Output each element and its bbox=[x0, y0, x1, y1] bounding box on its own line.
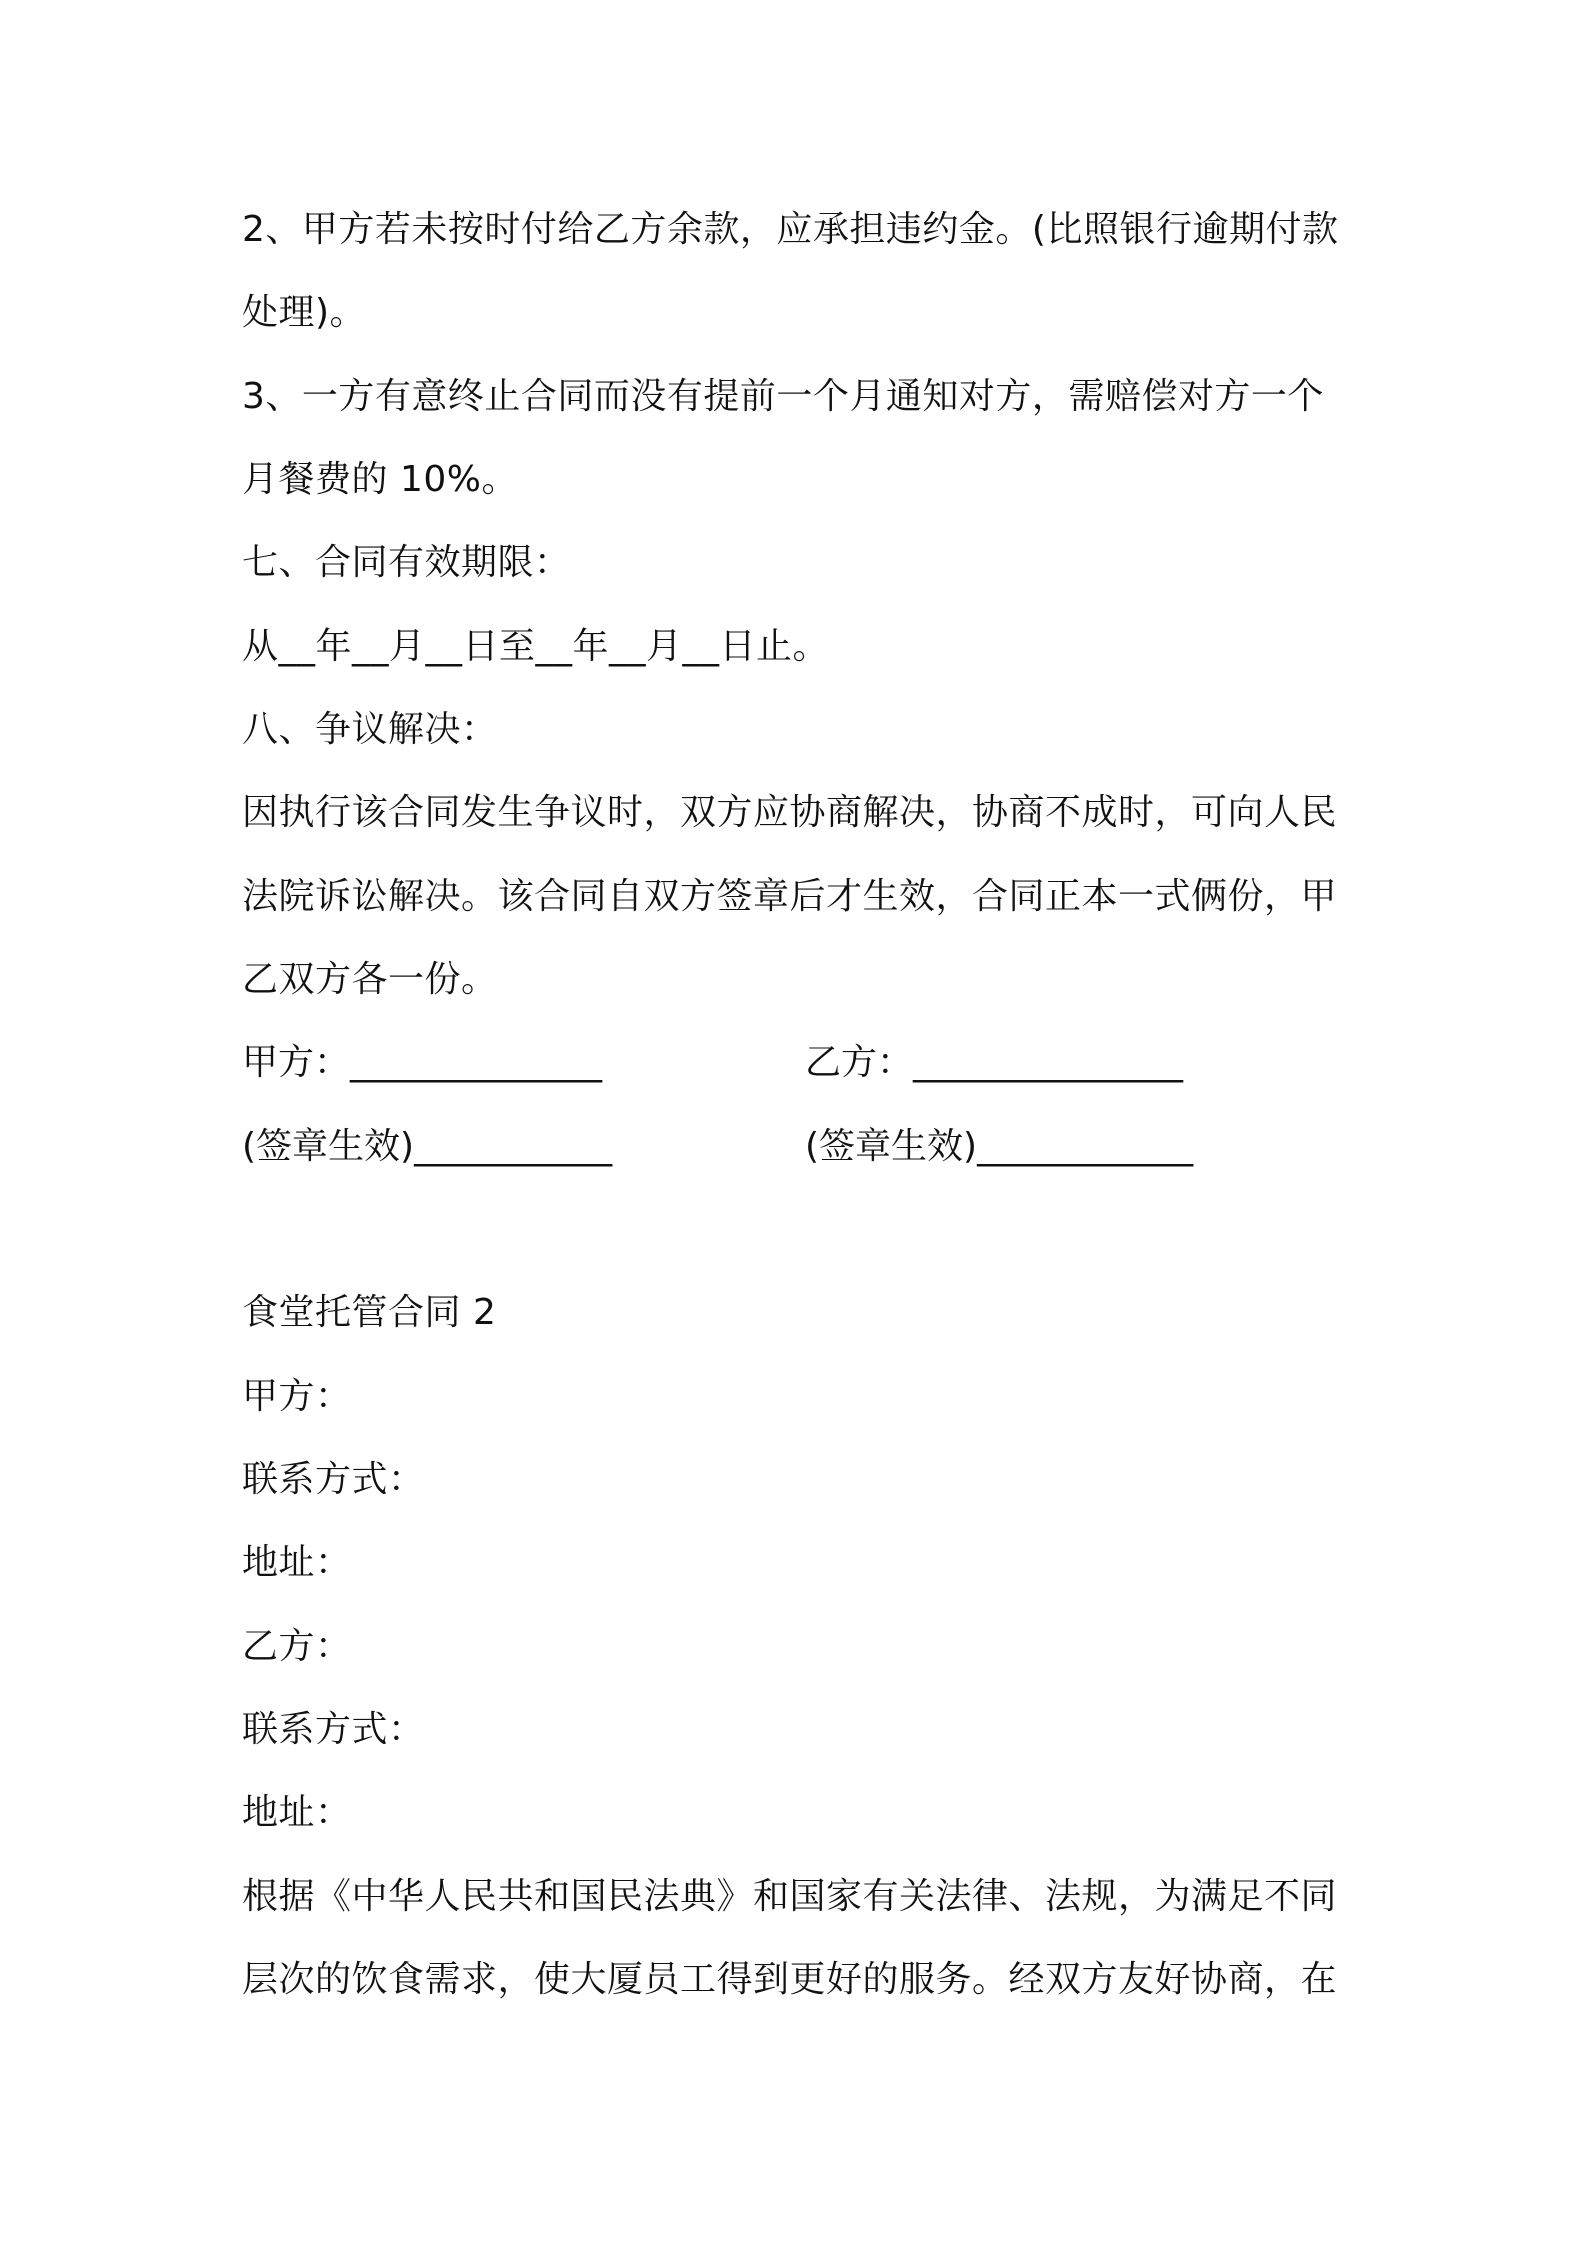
contract-2-party-b: 乙方： bbox=[242, 1626, 352, 1667]
contract-2-intro-line-2: 层次的饮食需求，使大厦员工得到更好的服务。经双方友好协商，在 bbox=[242, 1959, 1338, 2000]
clause-2-line-1: 2、甲方若未按时付给乙方余款，应承担违约金。(比照银行逾期付款 bbox=[242, 209, 1339, 250]
section-8-heading: 八、争议解决： bbox=[242, 709, 498, 750]
party-a-seal-line: (签章生效)___________ bbox=[242, 1126, 613, 1167]
contract-2-title: 食堂托管合同 2 bbox=[242, 1292, 497, 1333]
contract-2-address-a: 地址： bbox=[242, 1542, 352, 1583]
contract-2-address-b: 地址： bbox=[242, 1792, 352, 1833]
contract-2-contact-b: 联系方式： bbox=[242, 1709, 425, 1750]
dispute-line-3: 乙双方各一份。 bbox=[242, 959, 498, 1000]
contract-2-contact-a: 联系方式： bbox=[242, 1459, 425, 1500]
clause-3-line-1: 3、一方有意终止合同而没有提前一个月通知对方，需赔偿对方一个 bbox=[242, 376, 1324, 417]
clause-3-line-2: 月餐费的 10%。 bbox=[242, 459, 518, 500]
section-7-heading: 七、合同有效期限： bbox=[242, 542, 571, 583]
dispute-line-2: 法院诉讼解决。该合同自双方签章后才生效，合同正本一式俩份，甲 bbox=[242, 876, 1338, 917]
party-a-signature-line: 甲方：______________ bbox=[242, 1042, 603, 1083]
party-b-signature-line: 乙方：_______________ bbox=[805, 1042, 1184, 1083]
party-b-seal-line: (签章生效)____________ bbox=[805, 1126, 1194, 1167]
dispute-line-1: 因执行该合同发生争议时，双方应协商解决，协商不成时，可向人民 bbox=[242, 792, 1338, 833]
contract-2-intro-line-1: 根据《中华人民共和国民法典》和国家有关法律、法规，为满足不同 bbox=[242, 1876, 1338, 1917]
clause-2-line-2: 处理)。 bbox=[242, 292, 367, 333]
validity-period-text: 从__年__月__日至__年__月__日止。 bbox=[242, 626, 830, 667]
contract-2-party-a: 甲方： bbox=[242, 1376, 352, 1417]
